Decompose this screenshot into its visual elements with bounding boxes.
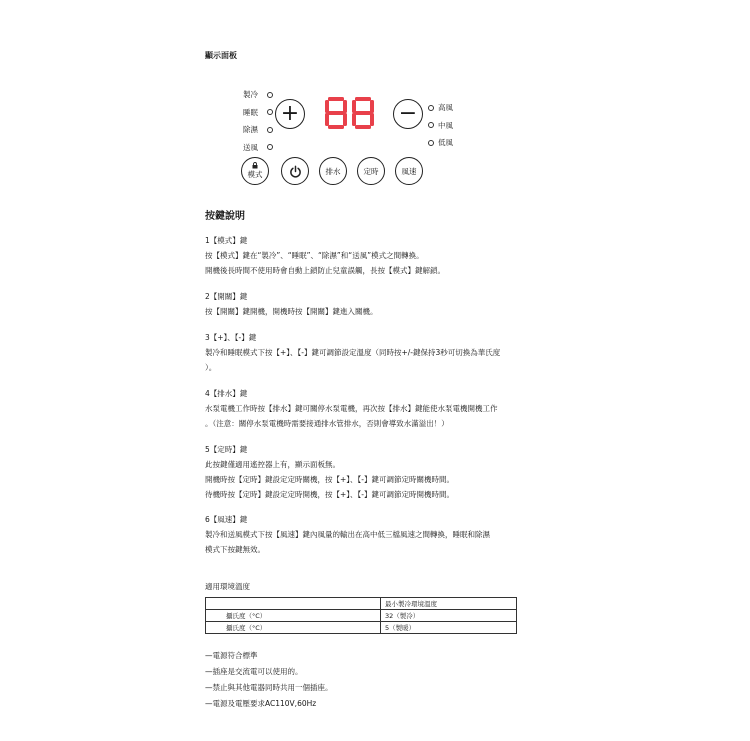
mode-label: 睡眠	[243, 107, 258, 117]
instructions-title: 按鍵說明	[205, 211, 245, 222]
indicator-dot	[428, 122, 434, 128]
mode-button[interactable]	[241, 157, 269, 185]
indicator-dot	[267, 109, 273, 115]
mode-label: 製冷	[243, 90, 258, 100]
section-line: 模式下按鍵無效。	[205, 545, 265, 554]
fan-speed-high	[428, 99, 453, 117]
indicator-dot	[267, 92, 273, 98]
section-heading: 4【排水】鍵	[205, 389, 248, 398]
mode-indicator-list	[243, 86, 273, 156]
instruction-section-drain	[205, 386, 525, 431]
digit-eight-icon	[352, 97, 374, 129]
section-heading: 1【模式】鍵	[205, 236, 248, 245]
table-cell: 攝氏度（°C）	[206, 622, 381, 634]
section-line: 按【開關】鍵開機，開機時按【開關】鍵進入關機。	[205, 307, 378, 316]
seven-segment-display	[324, 96, 376, 130]
section-line: 待機時按【定時】鍵設定定時開機，按【+】、【-】鍵可調節定時開機時間。	[205, 490, 454, 499]
section-line: 製冷和睡眠模式下按【+】、【-】鍵可調節設定溫度（同時按+/-鍵保持3秒可切換為華氏度	[205, 348, 501, 357]
indicator-dot	[428, 105, 434, 111]
mode-label: 除濕	[243, 125, 258, 135]
table-cell: 最小製冷環境溫度	[381, 598, 517, 610]
mode-button-label: 模式	[247, 170, 263, 179]
section-line: 開機時按【定時】鍵設定定時關機，按【+】、【-】鍵可調節定時關機時間。	[205, 475, 454, 484]
indicator-dot	[267, 127, 273, 133]
section-line: 此按鍵僅適用遙控器上有，顯示面板無。	[205, 460, 340, 469]
table-row	[206, 610, 517, 622]
section-line: 水泵電機工作時按【排水】鍵可關停水泵電機，再次按【排水】鍵能使水泵電機開機工作	[205, 404, 498, 413]
fan-speed-medium	[428, 117, 453, 135]
note-line: —禁止與其他電器同時共用一個插座。	[205, 683, 333, 692]
mode-indicator-cool	[243, 86, 273, 104]
table-cell: 32（製冷）	[381, 610, 517, 622]
digit-eight-icon	[325, 97, 347, 129]
fan-speed-label: 高風	[438, 103, 453, 113]
indicator-dot	[428, 140, 434, 146]
power-button[interactable]	[281, 157, 309, 185]
instruction-section-power	[205, 289, 525, 319]
lock-icon	[252, 162, 258, 169]
section-line: ）。	[205, 363, 217, 372]
table-cell: 5（製暖）	[381, 622, 517, 634]
mode-indicator-sleep	[243, 104, 273, 122]
environment-title: 適用環境溫度	[205, 582, 250, 591]
note-line: —插座是交流電可以使用的。	[205, 667, 303, 676]
section-heading: 3【+】、【-】鍵	[205, 333, 257, 342]
note-line: —電源及電壓要求AC110V,60Hz	[205, 699, 317, 708]
power-icon	[289, 165, 302, 178]
fan-speed-button[interactable]: 風速	[395, 157, 423, 185]
timer-button[interactable]: 定時	[357, 157, 385, 185]
fan-speed-indicator-list	[428, 99, 453, 152]
section-line: 。（注意：關停水泵電機時需要接通排水管排水，否則會導致水滿溢出！）	[205, 419, 449, 428]
power-notes	[205, 648, 333, 712]
mode-indicator-dehumidify	[243, 121, 273, 139]
instruction-section-plus-minus	[205, 330, 525, 375]
fan-speed-label: 中風	[438, 120, 453, 130]
table-cell: 攝氏度（°C）	[206, 610, 381, 622]
indicator-dot	[267, 144, 273, 150]
mode-label: 送風	[243, 142, 258, 152]
section-heading: 2【開關】鍵	[205, 292, 248, 301]
instruction-section-timer	[205, 442, 525, 502]
section-heading: 5【定時】鍵	[205, 445, 248, 454]
drain-button[interactable]: 排水	[319, 157, 347, 185]
section-line: 製冷和送風模式下按【風速】鍵內風量的輸出在高中低三檔風速之間轉換，睡眠和除濕	[205, 530, 490, 539]
environment-table	[205, 597, 517, 634]
instruction-section-fan-speed	[205, 512, 525, 557]
table-row	[206, 622, 517, 634]
section-line: 按【模式】鍵在“製冷”、“睡眠”、“除濕”和“送風”模式之間轉換。	[205, 251, 424, 260]
note-line: —電源符合標準	[205, 651, 258, 660]
table-header-row	[206, 598, 517, 610]
fan-speed-label: 低風	[438, 138, 453, 148]
instruction-section-mode	[205, 233, 525, 278]
section-heading: 6【風速】鍵	[205, 515, 248, 524]
mode-indicator-fan	[243, 139, 273, 157]
table-cell	[206, 598, 381, 610]
panel-title: 顯示面板	[205, 51, 237, 60]
fan-speed-low	[428, 134, 453, 152]
section-line: 開機後長時間不使用時會自動上鎖防止兒童誤觸，長按【模式】鍵解鎖。	[205, 266, 445, 275]
minus-button[interactable]: −	[393, 99, 423, 129]
plus-button[interactable]: +	[275, 99, 305, 129]
